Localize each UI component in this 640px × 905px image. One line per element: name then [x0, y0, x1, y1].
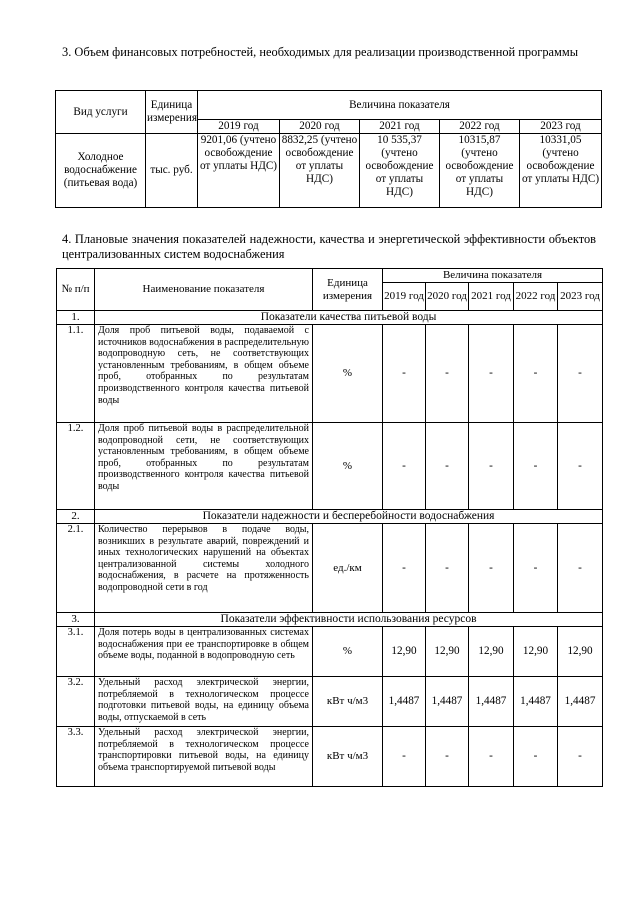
- value-cell: -: [426, 524, 469, 613]
- unit-cell: %: [313, 423, 383, 510]
- col-service-header: Вид услуги: [56, 91, 146, 134]
- value-cell: 1,4487: [426, 677, 469, 727]
- section-number: 1.: [57, 311, 95, 325]
- value-cell: -: [383, 524, 426, 613]
- year-header: 2021 год: [469, 283, 514, 311]
- value-cell: 8832,25 (учтено освобождение от уплаты НДС): [280, 134, 360, 208]
- unit-cell: тыс. руб.: [146, 134, 198, 208]
- col-unit-header: Единица измерения: [313, 269, 383, 311]
- value-cell: 12,90: [469, 627, 514, 677]
- year-header: 2023 год: [520, 120, 602, 134]
- value-cell: -: [514, 727, 558, 787]
- year-header: 2020 год: [280, 120, 360, 134]
- col-name-header: Наименование показателя: [95, 269, 313, 311]
- value-cell: 12,90: [426, 627, 469, 677]
- value-cell: -: [383, 423, 426, 510]
- section4-heading: 4. Плановые значения показателей надежности, качества и энергетической эффективности объектов централизованных систем водоснабжения: [62, 232, 596, 261]
- value-cell: -: [426, 423, 469, 510]
- section-title: Показатели эффективности использования ресурсов: [95, 613, 603, 627]
- row-number: 3.3.: [57, 727, 95, 787]
- section-title: Показатели надежности и бесперебойности водоснабжения: [95, 510, 603, 524]
- unit-cell: %: [313, 627, 383, 677]
- section3-heading: 3. Объем финансовых потребностей, необходимых для реализации производственной программы: [62, 45, 579, 59]
- value-cell: -: [469, 727, 514, 787]
- value-cell: 10 535,37 (учтено освобождение от уплаты НДС): [360, 134, 440, 208]
- indicators-table: [56, 268, 603, 787]
- value-cell: -: [469, 325, 514, 423]
- indicator-name: Удельный расход электрической энергии, потребляемой в технологическом процессе подготовки питьевой воды, на единицу объема воды, отпускаемой в сеть: [95, 677, 313, 727]
- value-cell: 12,90: [383, 627, 426, 677]
- row-number: 1.1.: [57, 325, 95, 423]
- col-value-header: Величина показателя: [383, 269, 603, 283]
- col-num-header: № п/п: [57, 269, 95, 311]
- value-cell: -: [469, 524, 514, 613]
- year-header: 2020 год: [426, 283, 469, 311]
- indicator-name: Количество перерывов в подаче воды, возникших в результате аварий, повреждений и иных технологических нарушений на объектах централизованной системы холодного водоснабжения, в расчете на протяженность водопроводной сети в год: [95, 524, 313, 613]
- section-title: Показатели качества питьевой воды: [95, 311, 603, 325]
- year-header: 2022 год: [514, 283, 558, 311]
- row-number: 1.2.: [57, 423, 95, 510]
- value-cell: 9201,06 (учтено освобождение от уплаты НДС): [198, 134, 280, 208]
- value-cell: -: [426, 727, 469, 787]
- year-header: 2021 год: [360, 120, 440, 134]
- financial-needs-table: [55, 90, 602, 208]
- year-header: 2022 год: [440, 120, 520, 134]
- value-cell: -: [514, 423, 558, 510]
- row-number: 3.2.: [57, 677, 95, 727]
- col-unit-header: Единица измерения: [146, 91, 198, 134]
- value-cell: 12,90: [558, 627, 603, 677]
- unit-cell: кВт ч/м3: [313, 727, 383, 787]
- value-cell: -: [514, 325, 558, 423]
- value-cell: 1,4487: [383, 677, 426, 727]
- unit-cell: %: [313, 325, 383, 423]
- indicator-name: Удельный расход электрической энергии, потребляемой в технологическом процессе транспортировки питьевой воды, на единицу объема транспортируемой питьевой воды: [95, 727, 313, 787]
- value-cell: 10331,05 (учтено освобождение от уплаты НДС): [520, 134, 602, 208]
- unit-cell: кВт ч/м3: [313, 677, 383, 727]
- year-header: 2023 год: [558, 283, 603, 311]
- value-cell: -: [383, 727, 426, 787]
- value-cell: -: [558, 423, 603, 510]
- value-cell: 1,4487: [558, 677, 603, 727]
- value-cell: 12,90: [514, 627, 558, 677]
- value-cell: 1,4487: [514, 677, 558, 727]
- section-number: 3.: [57, 613, 95, 627]
- section-number: 2.: [57, 510, 95, 524]
- value-cell: -: [426, 325, 469, 423]
- indicator-name: Доля проб питьевой воды, подаваемой с источников водоснабжения в распределительную водопроводную сеть, не соответствующих установленным требованиям, в общем объеме проб, отобранных по результатам производственного контроля качества питьевой воды: [95, 325, 313, 423]
- value-cell: 10315,87 (учтено освобождение от уплаты НДС): [440, 134, 520, 208]
- row-number: 2.1.: [57, 524, 95, 613]
- indicator-name: Доля потерь воды в централизованных системах водоснабжения при ее транспортировке в общем объеме воды, поданной в водопроводную сеть: [95, 627, 313, 677]
- row-number: 3.1.: [57, 627, 95, 677]
- value-cell: -: [383, 325, 426, 423]
- year-header: 2019 год: [198, 120, 280, 134]
- indicator-name: Доля проб питьевой воды в распределительной водопроводной сети, не соответствующих установленным требованиям, в общем объеме проб, отобранных по результатам производственного контроля качества питьевой воды: [95, 423, 313, 510]
- value-cell: -: [469, 423, 514, 510]
- col-value-header: Величина показателя: [198, 91, 602, 120]
- value-cell: 1,4487: [469, 677, 514, 727]
- unit-cell: ед./км: [313, 524, 383, 613]
- value-cell: -: [558, 727, 603, 787]
- year-header: 2019 год: [383, 283, 426, 311]
- value-cell: -: [558, 325, 603, 423]
- service-cell: Холодное водоснабжение (питьевая вода): [56, 134, 146, 208]
- value-cell: -: [514, 524, 558, 613]
- value-cell: -: [558, 524, 603, 613]
